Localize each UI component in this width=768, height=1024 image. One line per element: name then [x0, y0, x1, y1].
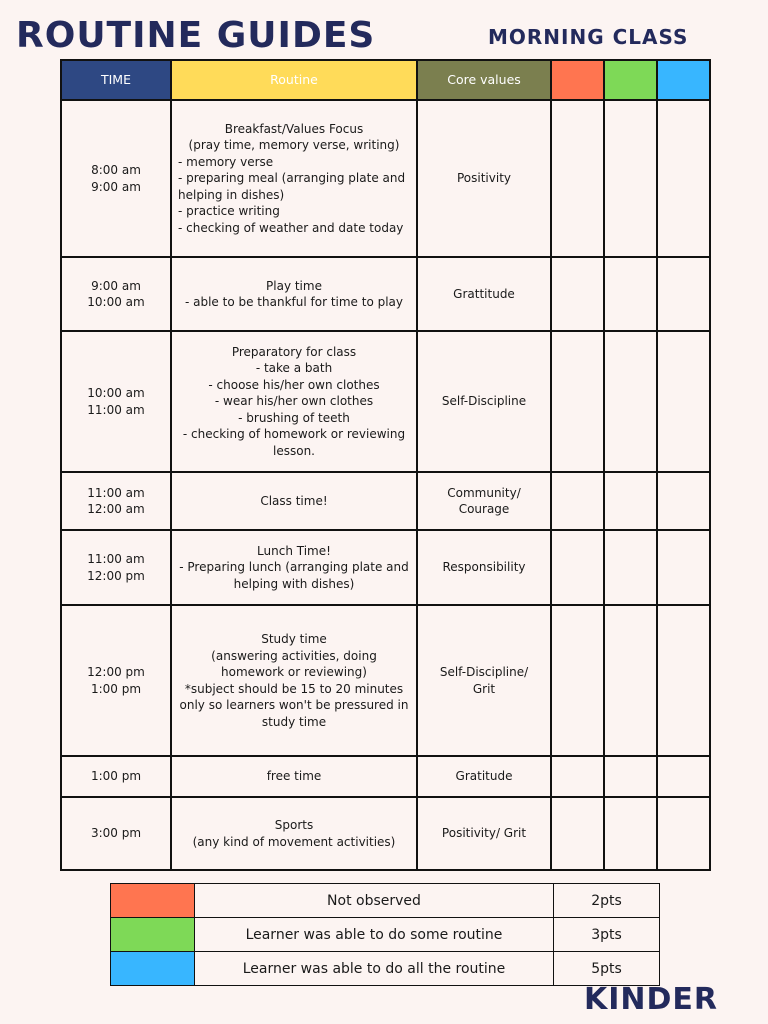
some-routine-mark-cell[interactable]: [604, 100, 657, 257]
routine-cell: [171, 605, 417, 756]
routine-detail: (answering activities, doing homework or reviewing): [211, 648, 377, 679]
table-row: [61, 472, 710, 530]
time-cell: [61, 257, 171, 331]
some-routine-mark-cell[interactable]: [604, 530, 657, 605]
all-routine-mark-cell[interactable]: [657, 472, 710, 530]
routine-detail: - wear his/her own clothes: [214, 394, 374, 409]
routine-table: [60, 59, 711, 871]
routine-detail: *subject should be 15 to 20 minutes only so learners won't be pressured in study time: [179, 681, 409, 729]
core-value-text: Self-Discipline/: [439, 665, 529, 679]
legend-points: 2pts: [554, 884, 660, 918]
not-observed-mark-cell[interactable]: [551, 331, 604, 472]
legend-row: [111, 952, 660, 986]
routine-detail: - Preparing lunch (arranging plate and helping with dishes): [179, 560, 409, 591]
time-text: 1:00 pm: [90, 681, 142, 696]
time-cell: [61, 797, 171, 870]
core-value-cell: [417, 331, 551, 472]
table-header-row: [61, 60, 710, 100]
routine-detail: (any kind of movement activities): [192, 834, 396, 849]
time-cell: [61, 756, 171, 797]
some-routine-mark-cell[interactable]: [604, 257, 657, 331]
legend-row: [111, 918, 660, 952]
routine-list-item: - memory verse: [178, 154, 274, 169]
time-text: 11:00 am: [87, 485, 145, 500]
time-cell: [61, 605, 171, 756]
brand-footer: KINDER: [584, 982, 719, 1017]
all-routine-mark-cell[interactable]: [657, 530, 710, 605]
routine-title: Study time: [261, 632, 327, 646]
time-cell: [61, 472, 171, 530]
some-routine-mark-cell[interactable]: [604, 797, 657, 870]
column-header-time: TIME: [61, 60, 171, 100]
core-value-cell: [417, 605, 551, 756]
column-header-core-values: Core values: [417, 60, 551, 100]
routine-detail: (pray time, memory verse, writing): [188, 138, 400, 153]
time-text: 10:00 am: [87, 386, 145, 400]
routine-table-body: [61, 100, 710, 870]
routine-detail: - checking of homework or reviewing lesson.: [182, 427, 406, 458]
legend-row: [111, 884, 660, 918]
routine-title: Play time: [266, 278, 322, 293]
column-header-some-routine-color: [604, 60, 657, 100]
routine-cell: [171, 100, 417, 257]
routine-list-item: - checking of weather and date today: [178, 220, 404, 235]
some-routine-mark-cell[interactable]: [604, 605, 657, 756]
legend-table-body: [111, 884, 660, 986]
routine-title: Lunch Time!: [257, 543, 331, 558]
all-routine-mark-cell[interactable]: [657, 100, 710, 257]
legend-label: Not observed: [195, 884, 554, 918]
routine-cell: [171, 472, 417, 530]
all-routine-mark-cell[interactable]: [657, 331, 710, 472]
legend-table: [110, 883, 660, 986]
routine-cell: [171, 756, 417, 797]
routine-detail: - take a bath: [255, 361, 333, 376]
legend-label: Learner was able to do all the routine: [195, 952, 554, 986]
core-value-text: Community/: [447, 485, 521, 500]
all-routine-mark-cell[interactable]: [657, 797, 710, 870]
all-routine-mark-cell[interactable]: [657, 756, 710, 797]
core-value-text: Positivity/ Grit: [441, 826, 527, 841]
page-title: ROUTINE GUIDES: [16, 15, 376, 56]
time-text: 9:00 am: [91, 179, 141, 194]
routine-title: Class time!: [260, 493, 328, 508]
routine-detail: - brushing of teeth: [238, 410, 350, 425]
core-value-cell: [417, 100, 551, 257]
some-routine-mark-cell[interactable]: [604, 331, 657, 472]
time-text: 3:00 pm: [90, 826, 142, 841]
page-subtitle: MORNING CLASS: [488, 25, 689, 49]
column-header-all-routine-color: [657, 60, 710, 100]
not-observed-mark-cell[interactable]: [551, 100, 604, 257]
not-observed-mark-cell[interactable]: [551, 530, 604, 605]
routine-title: Preparatory for class: [231, 344, 357, 359]
time-cell: [61, 100, 171, 257]
routine-detail: - able to be thankful for time to play: [184, 295, 404, 309]
not-observed-mark-cell[interactable]: [551, 797, 604, 870]
legend-label: Learner was able to do some routine: [195, 918, 554, 952]
not-observed-mark-cell[interactable]: [551, 605, 604, 756]
time-text: 11:00 am: [87, 402, 145, 417]
some-routine-mark-cell[interactable]: [604, 472, 657, 530]
time-text: 12:00 pm: [87, 665, 145, 679]
core-value-cell: [417, 530, 551, 605]
all-routine-mark-cell[interactable]: [657, 257, 710, 331]
core-value-text: Responsibility: [442, 560, 526, 575]
table-row: [61, 797, 710, 870]
routine-list-item: - practice writing: [178, 204, 280, 219]
time-text: 9:00 am: [91, 278, 141, 293]
core-value-text: Positivity: [456, 171, 512, 186]
core-value-text: Self-Discipline: [441, 394, 527, 409]
column-header-not-observed-color: [551, 60, 604, 100]
table-row: [61, 756, 710, 797]
table-row: [61, 257, 710, 331]
core-value-text: Courage: [458, 502, 510, 516]
routine-cell: [171, 530, 417, 605]
all-routine-mark-cell[interactable]: [657, 605, 710, 756]
core-value-cell: [417, 756, 551, 797]
time-cell: [61, 530, 171, 605]
legend-points: 3pts: [554, 918, 660, 952]
not-observed-mark-cell[interactable]: [551, 756, 604, 797]
table-row: [61, 331, 710, 472]
core-value-text: Grattitude: [453, 286, 515, 301]
some-routine-mark-cell[interactable]: [604, 756, 657, 797]
core-value-cell: [417, 257, 551, 331]
time-text: 12:00 pm: [87, 568, 145, 583]
not-observed-mark-cell[interactable]: [551, 257, 604, 331]
table-row: [61, 100, 710, 257]
legend-color-swatch: [111, 952, 195, 986]
routine-cell: [171, 797, 417, 870]
time-text: 1:00 pm: [90, 769, 142, 784]
routine-title: free time: [266, 769, 322, 784]
time-text: 12:00 am: [87, 502, 145, 516]
routine-title: Breakfast/Values Focus: [224, 121, 364, 136]
not-observed-mark-cell[interactable]: [551, 472, 604, 530]
time-text: 8:00 am: [91, 163, 141, 177]
legend-color-swatch: [111, 918, 195, 952]
table-row: [61, 530, 710, 605]
core-value-text: Grit: [472, 681, 496, 696]
routine-detail: - choose his/her own clothes: [208, 377, 380, 392]
routine-list-item: - preparing meal (arranging plate and helping in dishes): [178, 171, 406, 202]
time-cell: [61, 331, 171, 472]
legend-color-swatch: [111, 884, 195, 918]
routine-cell: [171, 257, 417, 331]
table-row: [61, 605, 710, 756]
core-value-text: Gratitude: [455, 769, 513, 784]
legend-points: 5pts: [554, 952, 660, 986]
core-value-cell: [417, 472, 551, 530]
routine-title: Sports: [274, 818, 314, 832]
routine-cell: [171, 331, 417, 472]
time-text: 10:00 am: [87, 295, 145, 309]
time-text: 11:00 am: [87, 552, 145, 566]
column-header-routine: Routine: [171, 60, 417, 100]
core-value-cell: [417, 797, 551, 870]
